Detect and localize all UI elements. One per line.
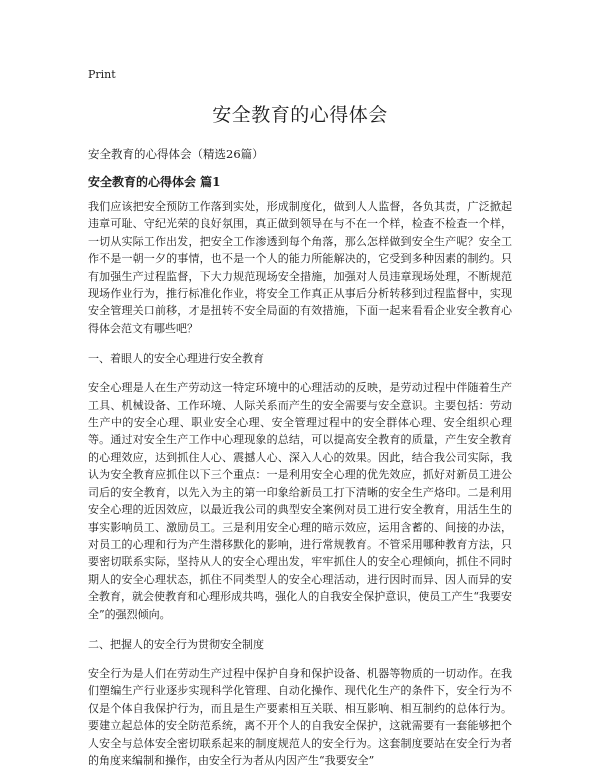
heading-two: 二、把握人的安全行为贯彻安全制度 bbox=[88, 637, 264, 651]
section-heading: 安全教育的心得体会 篇1 bbox=[88, 175, 221, 189]
document-subtitle: 安全教育的心得体会（精选26篇） bbox=[88, 147, 264, 161]
page-title: 安全教育的心得体会 bbox=[212, 104, 388, 126]
heading-one: 一、着眼人的安全心理进行安全教育 bbox=[88, 352, 264, 366]
intro-paragraph: 我们应该把安全预防工作落到实处，形成制度化，做到人人监督，各负其责，广泛掀起违章可耻、守纪光荣的良好氛围，真正做到领导在与不在一个样，检查不检查一个样，一切从实际工作出发，把安全工作渗透到每个角落，那么怎样做到安全生产呢？安全工作不是一朝一夕的事情，也不是一个人的能力所能解决的，它受到多种因素的制约。只有加强生产过程监督，下大力规范现场安全措施，加强对人员违章现场处理，不断规范现场作业行为，推行标准化作业，将安全工作真正从事后分析转移到过程监督中，实现安全管理关口前移，才是扭转不安全局面的有效措施，下面一起来看看企业安全教育心得体会范文有哪些吧？ bbox=[88, 200, 512, 335]
paragraph-one: 安全心理是人在生产劳动这一特定环境中的心理活动的反映，是劳动过程中伴随着生产工具、机械设备、工作环境、人际关系而产生的安全需要与安全意识。主要包括：劳动生产中的安全心理、职业安全心理、安全管理过程中的安全群体心理、安全组织心理等。通过对安全生产工作中心理现象的总结，可以提高安全教育的质量，产生安全教育的心理效应，达到抓住人心、震撼人心、深入人心的效果。因此，结合我公司实际，我认为安全教育应抓住以下三个重点：一是利用安全心理的优先效应，抓好对新员工进公司后的安全教育，以先入为主的第一印象给新员工打下清晰的安全生产烙印。二是利用安全心理的近因效应，以最近我公司的典型安全案例对员工进行安全教育，用活生生的事实影响员工、激励员工。三是利用安全心理的暗示效应，运用含蓄的、间接的办法，对员工的心理和行为产生潜移默化的影响，进行常规教育。不管采用哪种教育方法，只要密切联系实际，坚持从人的安全心理出发，牢牢抓住人的安全心理倾向，抓住不同时期人的安全心理状态，抓住不同类型人的安全心理活动，进行因时而异、因人而异的安全教育，就会使教育和心理形成共鸣，强化人的自我安全保护意识，使员工产生“我要安全”的强烈倾向。 bbox=[88, 381, 512, 621]
paragraph-two: 安全行为是人们在劳动生产过程中保护自身和保护设备、机器等物质的一切动作。在我们塑编生产行业逐步实现科学化管理、自动化操作、现代化生产的条件下，安全行为不仅是个体自我保护行为，而且是生产要素相互关联、相互影响、相互制约的总体行为。要建立起总体的安全防范系统，离不开个人的自我安全保护，这就需要有一套能够把个人安全与总体安全密切联系起来的制度规范人的安全行为。这套制度要站在安全行为者的角度来编制和操作，由安全行为者从内因产生“我要安全” bbox=[88, 666, 512, 767]
print-link[interactable]: Print bbox=[88, 68, 116, 81]
